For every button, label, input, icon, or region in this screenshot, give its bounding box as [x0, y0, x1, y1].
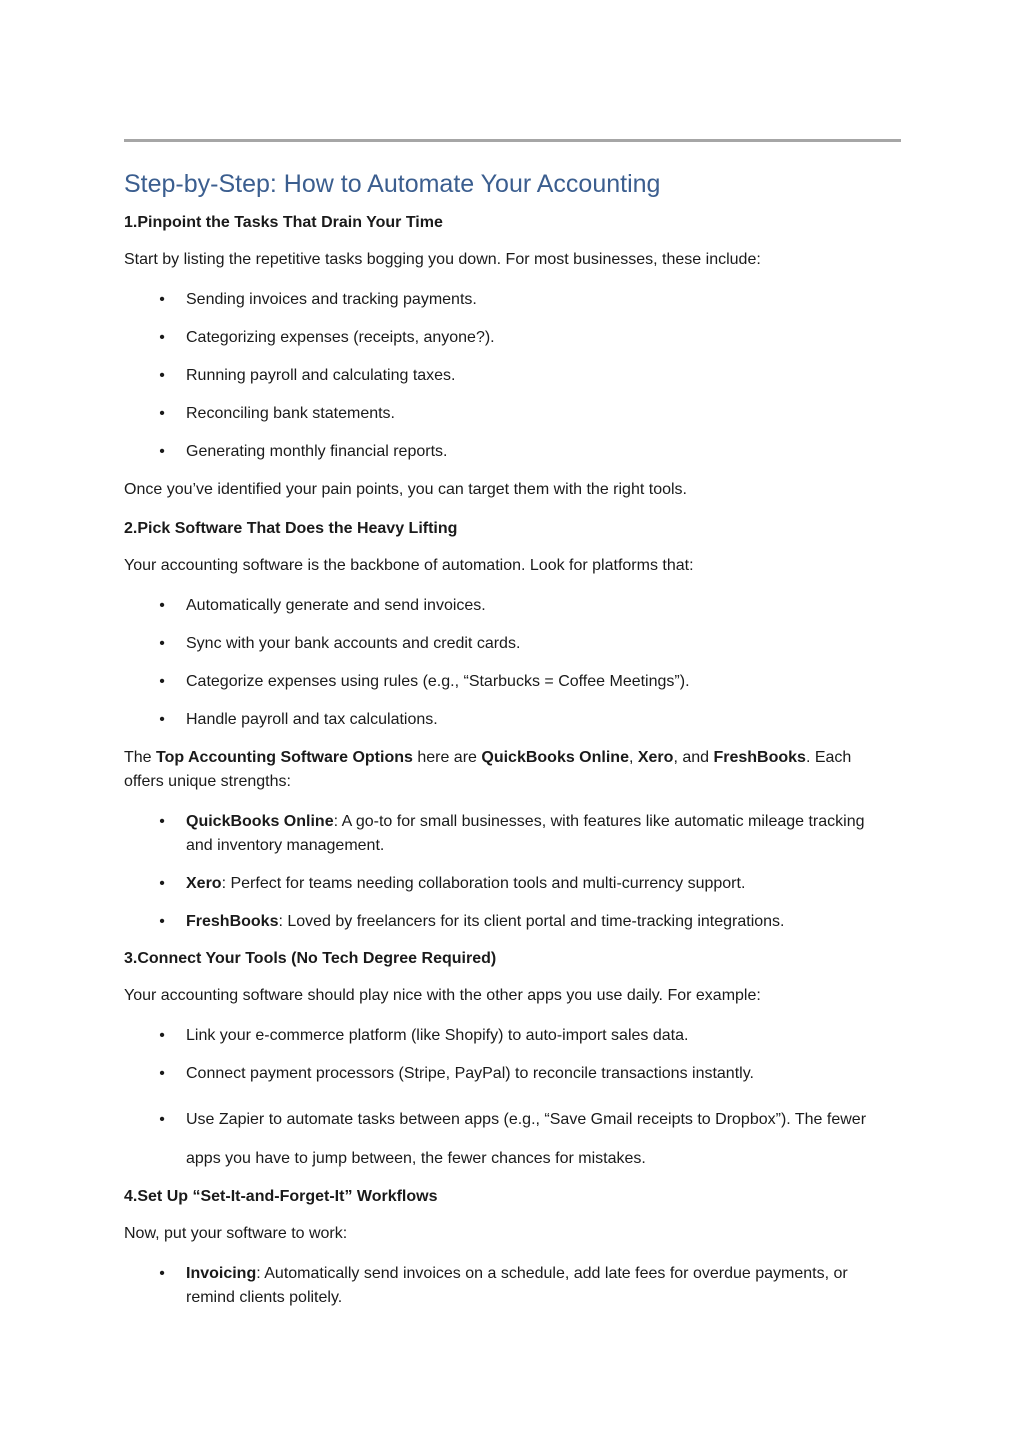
list-item: • Use Zapier to automate tasks between apps (e.g., “Save Gmail receipts to Dropbox”). The fewer apps you have to jump between, the fewer chances for mistakes.: [124, 1100, 894, 1178]
software-options-paragraph: The Top Accounting Software Options here are QuickBooks Online, Xero, and FreshBooks. Each offers unique strengths:: [124, 749, 852, 790]
list-item: • Reconciling bank statements.: [124, 402, 894, 426]
bullet-icon: •: [159, 1111, 165, 1128]
list-item: • Automatically generate and send invoices.: [124, 594, 894, 618]
bullet-icon: •: [159, 405, 165, 422]
list-item: • Categorizing expenses (receipts, anyone?).: [124, 326, 894, 350]
software-list: [124, 810, 894, 934]
bullet-icon: •: [159, 597, 165, 614]
step1-list: [124, 288, 894, 464]
step3-intro: Your accounting software should play nice with the other apps you use daily. For example:: [124, 987, 761, 1004]
bullet-icon: •: [159, 875, 165, 892]
bullet-icon: •: [159, 291, 165, 308]
list-item: • Link your e-commerce platform (like Shopify) to auto-import sales data.: [124, 1024, 894, 1048]
list-item: • Invoicing: Automatically send invoices on a schedule, add late fees for overdue payments, or remind clients politely.: [124, 1262, 894, 1310]
step4-list: [124, 1262, 894, 1310]
header-rule: [124, 139, 901, 142]
list-item: • Connect payment processors (Stripe, PayPal) to reconcile transactions instantly.: [124, 1062, 894, 1086]
list-item: • Sync with your bank accounts and credit cards.: [124, 632, 894, 656]
bullet-icon: •: [159, 1265, 165, 1282]
bullet-icon: •: [159, 913, 165, 930]
list-item: • Handle payroll and tax calculations.: [124, 708, 894, 732]
bullet-icon: •: [159, 1027, 165, 1044]
list-item: • Generating monthly financial reports.: [124, 440, 894, 464]
bullet-icon: •: [159, 673, 165, 690]
bullet-icon: •: [159, 635, 165, 652]
document-body: [124, 168, 894, 1324]
step1-outro: Once you’ve identified your pain points, you can target them with the right tools.: [124, 481, 687, 498]
list-item: • Sending invoices and tracking payments.: [124, 288, 894, 312]
bullet-icon: •: [159, 443, 165, 460]
list-item: • Categorize expenses using rules (e.g., “Starbucks = Coffee Meetings”).: [124, 670, 894, 694]
step4-heading: 4.Set Up “Set-It-and-Forget-It” Workflows: [124, 1188, 438, 1205]
list-item: • Running payroll and calculating taxes.: [124, 364, 894, 388]
page-title: Step-by-Step: How to Automate Your Accounting: [124, 170, 661, 198]
list-item: • QuickBooks Online: A go-to for small businesses, with features like automatic mileage tracking and inventory management.: [124, 810, 894, 858]
list-item: • FreshBooks: Loved by freelancers for its client portal and time-tracking integrations.: [124, 910, 894, 934]
bullet-icon: •: [159, 367, 165, 384]
step3-list: [124, 1024, 894, 1178]
bullet-icon: •: [159, 711, 165, 728]
bullet-icon: •: [159, 813, 165, 830]
step3-heading: 3.Connect Your Tools (No Tech Degree Required): [124, 950, 497, 967]
bullet-icon: •: [159, 329, 165, 346]
step4-intro: Now, put your software to work:: [124, 1225, 348, 1242]
step2-heading: 2.Pick Software That Does the Heavy Lifting: [124, 520, 458, 537]
step2-intro: Your accounting software is the backbone of automation. Look for platforms that:: [124, 557, 694, 574]
step2-list: [124, 594, 894, 732]
step1-intro: Start by listing the repetitive tasks bogging you down. For most businesses, these include:: [124, 251, 761, 268]
bullet-icon: •: [159, 1065, 165, 1082]
list-item: • Xero: Perfect for teams needing collaboration tools and multi-currency support.: [124, 872, 894, 896]
step1-heading: 1.Pinpoint the Tasks That Drain Your Time: [124, 214, 443, 231]
